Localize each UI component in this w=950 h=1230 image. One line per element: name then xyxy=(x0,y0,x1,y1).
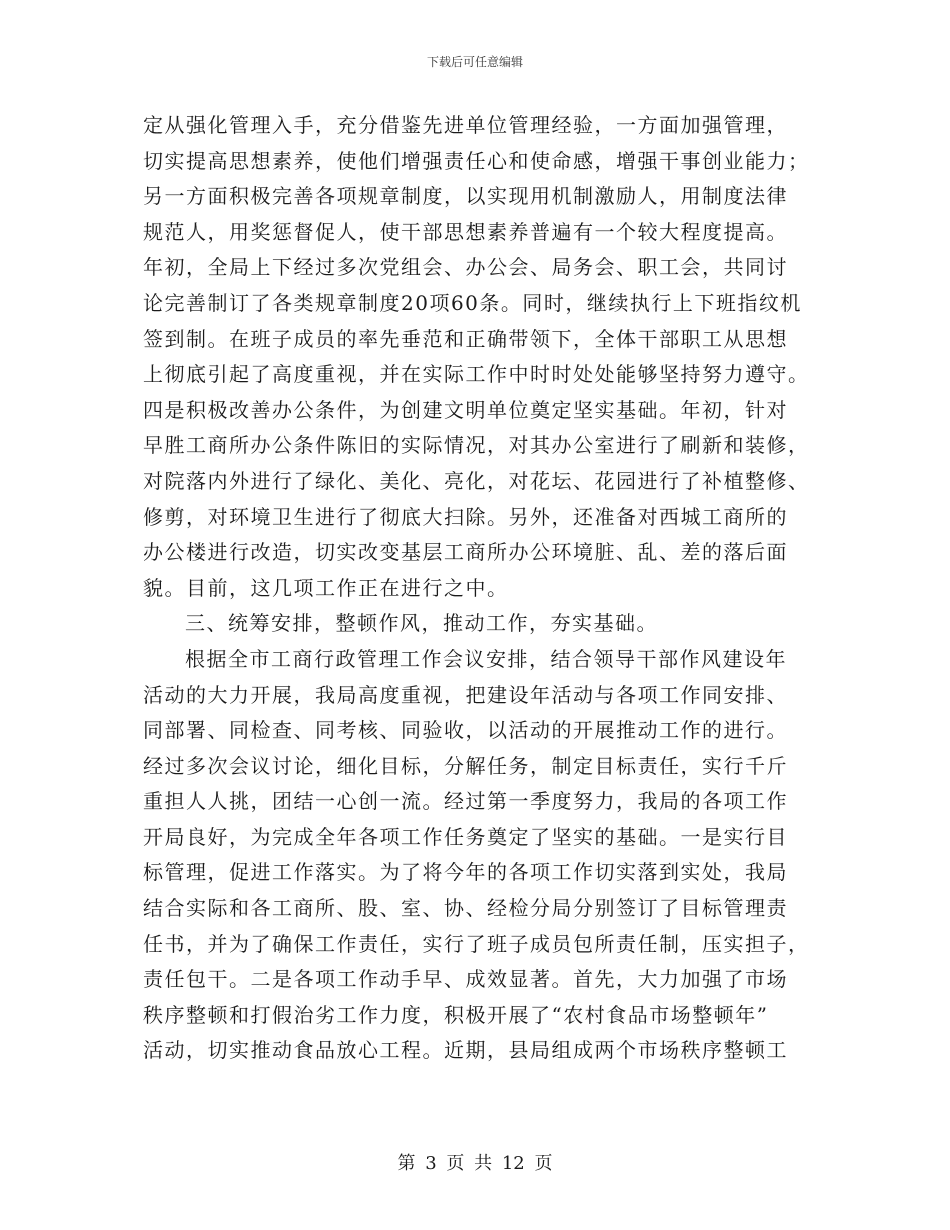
body-line: 标管理，促进工作落实。为了将今年的各项工作切实落到实处，我局 xyxy=(143,860,788,885)
body-line: 活动的大力开展，我局高度重视，把建设年活动与各项工作同安排、 xyxy=(143,682,788,707)
body-line: 开局良好，为完成全年各项工作任务奠定了坚实的基础。一是实行目 xyxy=(143,824,788,849)
body-line: 另一方面积极完善各项规章制度，以实现用机制激励人，用制度法律 xyxy=(143,184,788,209)
body-line: 签到制。在班子成员的率先垂范和正确带领下，全体干部职工从思想 xyxy=(143,326,788,351)
body-line: 任书，并为了确保工作责任，实行了班子成员包所责任制，压实担子， xyxy=(143,931,810,956)
body-line: 办公楼进行改造，切实改变基层工商所办公环境脏、乱、差的落后面 xyxy=(143,540,788,565)
body-line: 规范人，用奖惩督促人，使干部思想素养普遍有一个较大程度提高。 xyxy=(143,219,788,244)
body-line: 切实提高思想素养，使他们增强责任心和使命感，增强干事创业能力； xyxy=(143,148,810,173)
body-line: 根据全市工商行政管理工作会议安排，结合领导干部作风建设年 xyxy=(185,646,787,671)
body-line: 同部署、同检查、同考核、同验收，以活动的开展推动工作的进行。 xyxy=(143,718,788,743)
body-line: 对院落内外进行了绿化、美化、亮化，对花坛、花园进行了补植整修、 xyxy=(143,468,810,493)
body-line: 重担人人挑，团结一心创一流。经过第一季度努力，我局的各项工作 xyxy=(143,789,788,814)
body-line: 年初，全局上下经过多次党组会、办公会、局务会、职工会，共同讨 xyxy=(143,255,788,280)
body-line: 结合实际和各工商所、股、室、协、经检分局分别签订了目标管理责 xyxy=(143,896,788,921)
body-line: 活动，切实推动食品放心工程。近期，县局组成两个市场秩序整顿工 xyxy=(143,1038,788,1063)
body-line: 貌。目前，这几项工作正在进行之中。 xyxy=(143,575,509,600)
page-number: 第 3 页 共 12 页 xyxy=(397,1153,553,1174)
body-line: 责任包干。二是各项工作动手早、成效显著。首先，大力加强了市场 xyxy=(143,967,788,992)
body-line: 定从强化管理入手，充分借鉴先进单位管理经验，一方面加强管理， xyxy=(143,113,788,137)
body-line: 早胜工商所办公条件陈旧的实际情况，对其办公室进行了刷新和装修， xyxy=(143,433,810,458)
section-heading: 三、统筹安排，整顿作风，推动工作，夯实基础。 xyxy=(185,611,658,636)
body-line: 四是积极改善办公条件，为创建文明单位奠定坚实基础。年初，针对 xyxy=(143,397,788,422)
document-body xyxy=(143,108,818,1069)
body-line: 上彻底引起了高度重视，并在实际工作中时时处处能够坚持努力遵守。 xyxy=(143,362,810,387)
page-header-note: 下载后可任意编辑 xyxy=(426,55,523,69)
body-line: 经过多次会议讨论，细化目标，分解任务，制定目标责任，实行千斤 xyxy=(143,753,788,778)
body-line: 修剪，对环境卫生进行了彻底大扫除。另外，还准备对西城工商所的 xyxy=(143,504,788,529)
body-line: 秩序整顿和打假治劣工作力度，积极开展了“农村食品市场整顿年” xyxy=(143,1002,769,1027)
body-line: 论完善制订了各类规章制度20项60条。同时，继续执行上下班指纹机 xyxy=(143,290,802,315)
